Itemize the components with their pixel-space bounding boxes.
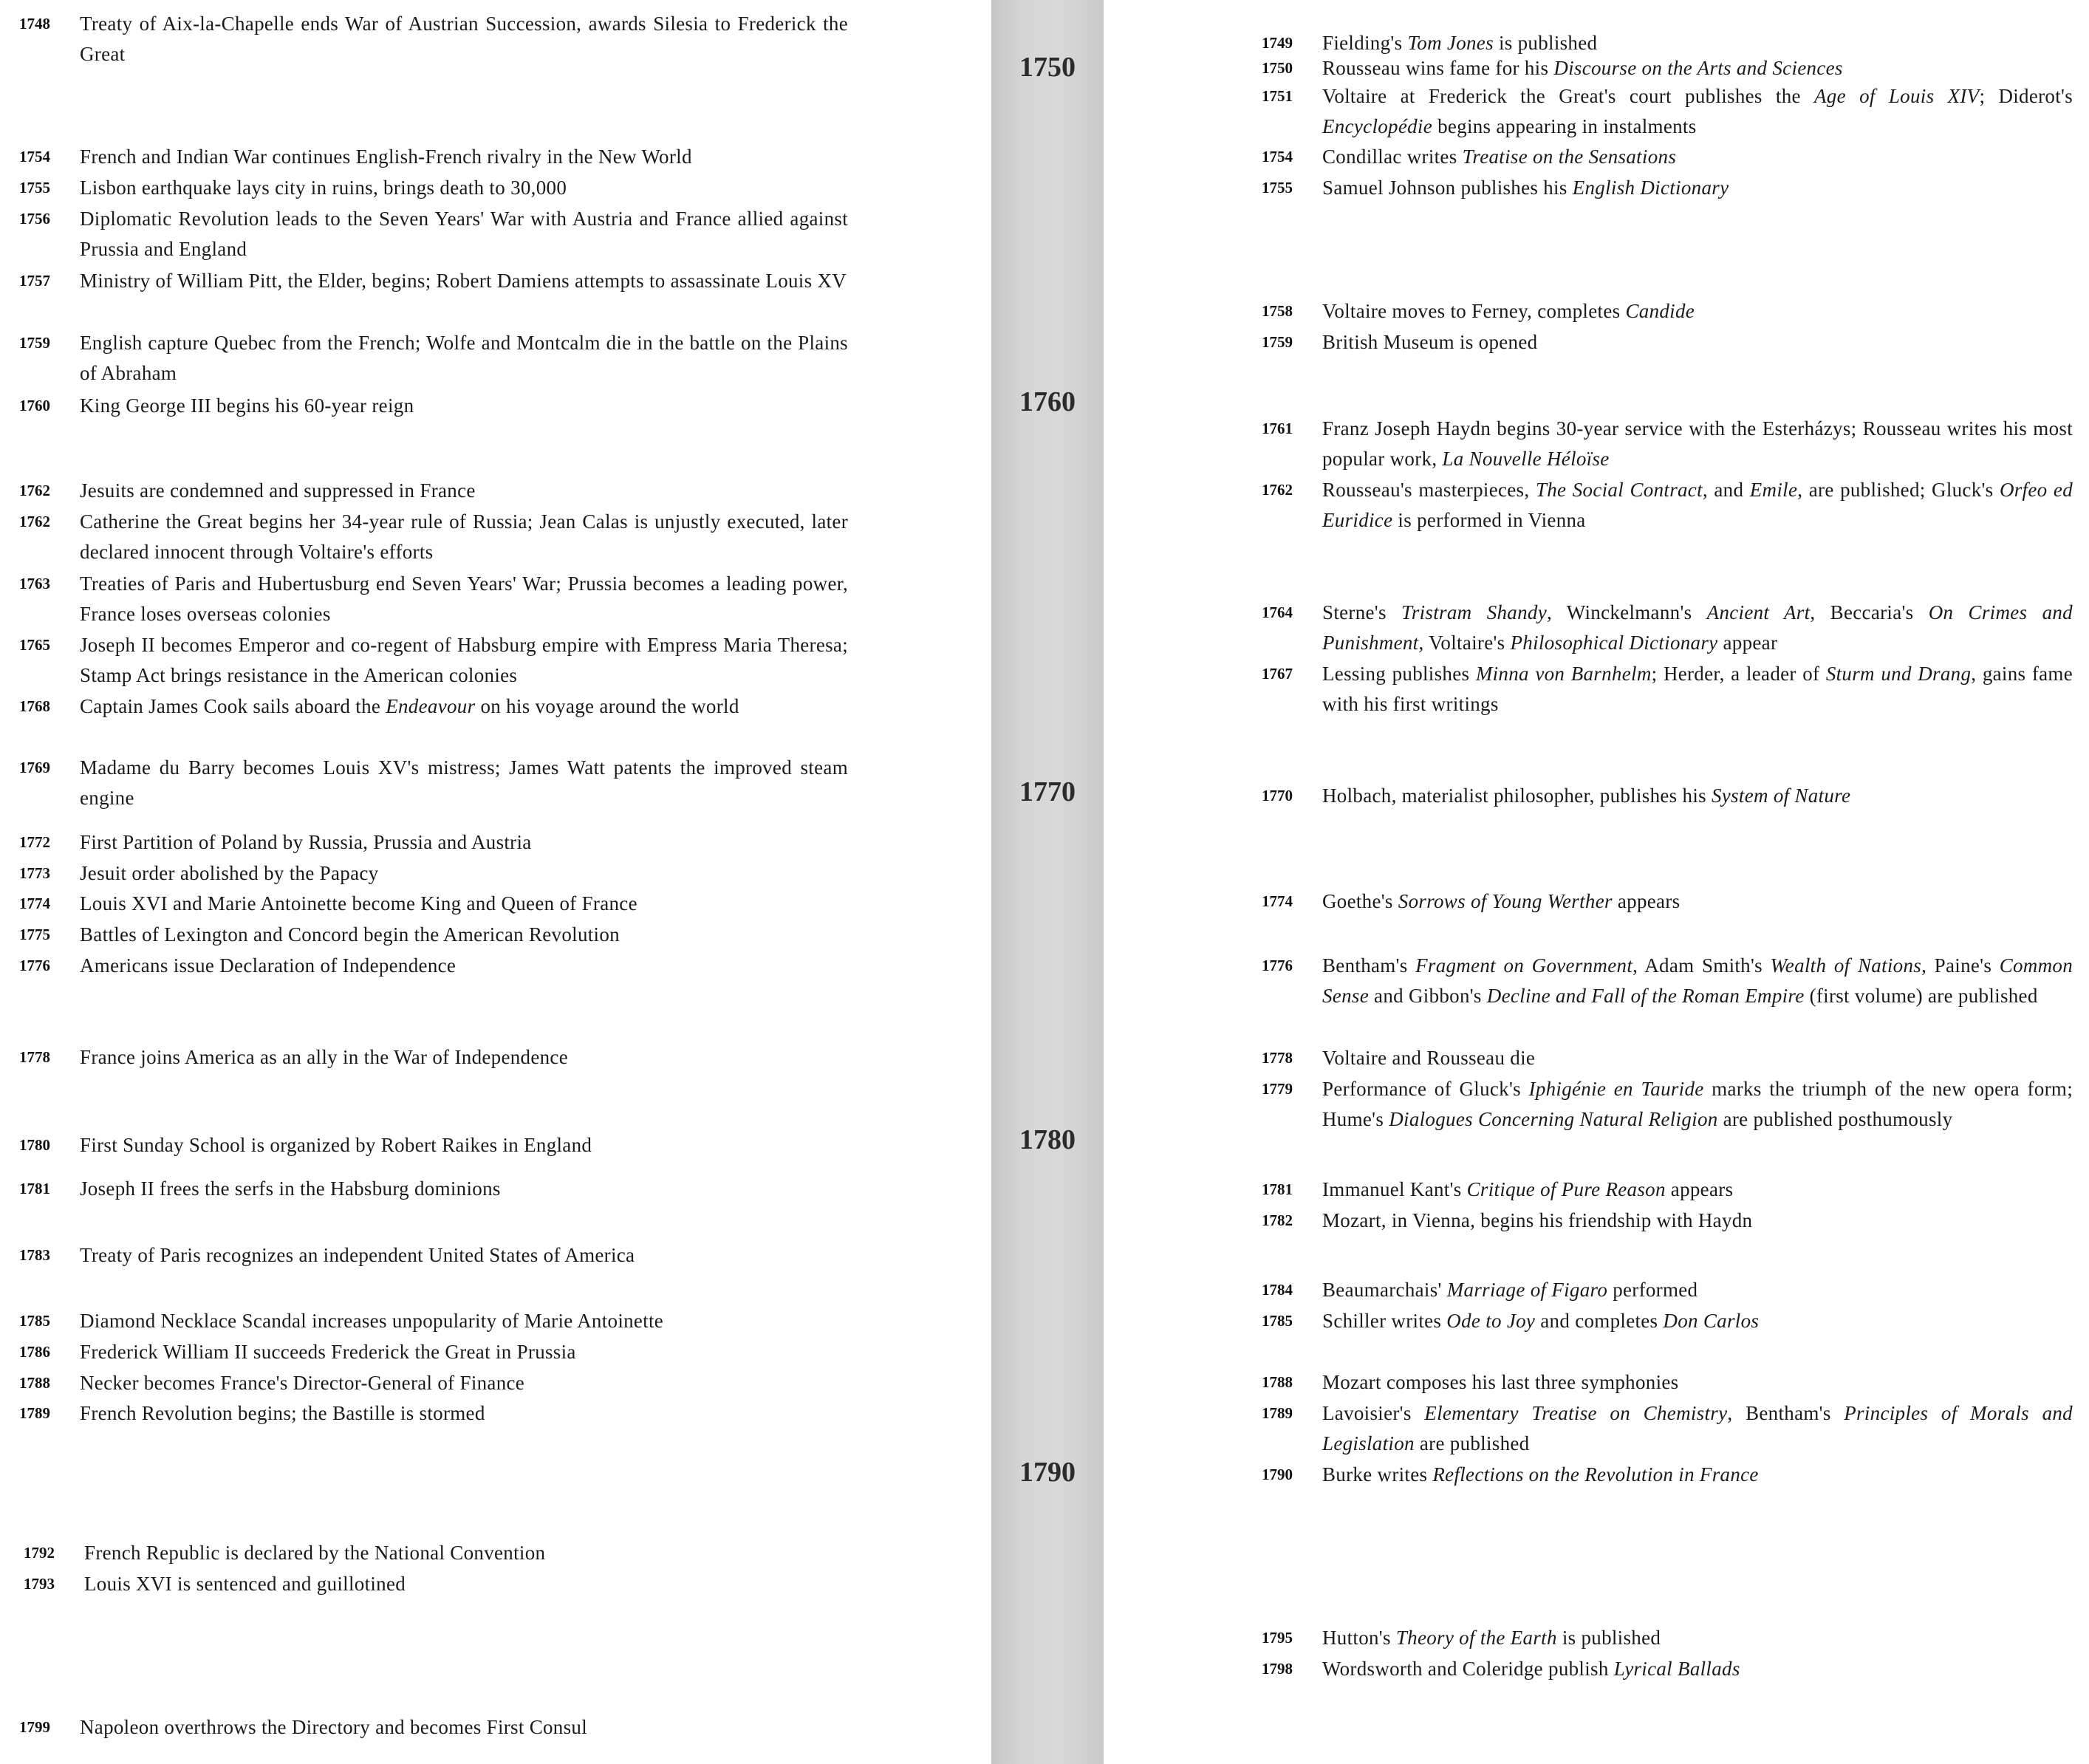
event-year: 1750 [1262,59,1293,77]
event-text: Jesuit order abolished by the Papacy [80,862,379,884]
event-text: Burke writes Reflections on the Revolution in France [1322,1463,1759,1486]
event-year: 1784 [1262,1281,1293,1299]
event-text: Louis XVI is sentenced and guillotined [84,1573,406,1595]
event-year: 1759 [19,334,50,352]
event-text: English capture Quebec from the French; Wolfe and Montcalm die in the battle on the Plains of Abraham [80,332,848,384]
event-year: 1788 [19,1374,50,1392]
event-text: Franz Joseph Haydn begins 30-year service with the Esterházys; Rousseau writes his most popular work, La Nouvelle Héloïse [1322,417,2073,470]
event-year: 1751 [1262,87,1293,105]
event-text: Battles of Lexington and Concord begin the American Revolution [80,923,620,946]
event-text: Condillac writes Treatise on the Sensations [1322,146,1677,168]
event-year: 1757 [19,272,50,290]
event-year: 1782 [1262,1211,1293,1229]
event-text: Performance of Gluck's Iphigénie en Tauride marks the triumph of the new opera form; Hume's Dialogues Concerning Natural Religion are published posthumously [1322,1078,2073,1130]
decade-label: 1780 [1019,1124,1076,1155]
event-year: 1755 [1262,179,1293,196]
event-year: 1790 [1262,1466,1293,1483]
event-year: 1770 [1262,787,1293,804]
event-text: Madame du Barry becomes Louis XV's mistress; James Watt patents the improved steam engine [80,756,848,809]
event-text: Samuel Johnson publishes his English Dictionary [1322,177,1729,199]
event-year: 1772 [19,833,50,851]
event-year: 1774 [1262,892,1293,910]
event-year: 1762 [19,513,50,530]
event-year: 1786 [19,1343,50,1361]
decade-label: 1770 [1019,776,1076,807]
event-year: 1779 [1262,1080,1293,1098]
event-text: Bentham's Fragment on Government, Adam Smith's Wealth of Nations, Paine's Common Sense and Gibbon's Decline and Fall of the Roman Empire (first volume) are published [1322,954,2073,1007]
event-year: 1778 [1262,1049,1293,1067]
event-text: Voltaire at Frederick the Great's court publishes the Age of Louis XIV; Diderot's Encyclopédie begins appearing in instalments [1322,85,2073,137]
event-text: Mozart, in Vienna, begins his friendship with Haydn [1322,1209,1753,1231]
decade-spine [991,0,1104,1764]
event-text: Joseph II becomes Emperor and co-regent of Habsburg empire with Empress Maria Theresa; Stamp Act brings resistance in the American colonies [80,634,848,686]
event-year: 1780 [19,1136,50,1154]
event-text: Holbach, materialist philosopher, publishes his System of Nature [1322,784,1851,807]
event-text: Hutton's Theory of the Earth is published [1322,1627,1661,1649]
event-text: Voltaire moves to Ferney, completes Candide [1322,300,1695,322]
event-year: 1762 [1262,481,1293,499]
event-year: 1774 [19,895,50,912]
event-text: Treaty of Aix-la-Chapelle ends War of Austrian Succession, awards Silesia to Frederick the Great [80,13,848,65]
event-year: 1765 [19,636,50,654]
event-year: 1785 [1262,1312,1293,1330]
event-text: Goethe's Sorrows of Young Werther appears [1322,890,1681,912]
event-year: 1767 [1262,665,1293,683]
event-text: Lessing publishes Minna von Barnhelm; Herder, a leader of Sturm und Drang, gains fame with his first writings [1322,663,2073,715]
event-text: First Sunday School is organized by Robert Raikes in England [80,1134,592,1156]
event-text: Captain James Cook sails aboard the Endeavour on his voyage around the world [80,695,739,717]
event-text: French and Indian War continues English-French rivalry in the New World [80,146,692,168]
event-text: Americans issue Declaration of Independence [80,954,457,977]
event-text: Louis XVI and Marie Antoinette become King and Queen of France [80,892,637,915]
event-text: Voltaire and Rousseau die [1322,1047,1536,1069]
event-year: 1761 [1262,420,1293,437]
event-year: 1755 [19,179,50,196]
event-text: Fielding's Tom Jones is published [1322,32,1598,54]
event-year: 1789 [1262,1404,1293,1422]
decade-label: 1750 [1019,52,1076,83]
event-text: Treaty of Paris recognizes an independent United States of America [80,1244,635,1266]
event-text: King George III begins his 60-year reign [80,394,414,417]
event-year: 1763 [19,575,50,592]
event-text: First Partition of Poland by Russia, Prussia and Austria [80,831,532,853]
event-text: Wordsworth and Coleridge publish Lyrical Ballads [1322,1658,1740,1680]
event-year: 1793 [24,1575,55,1593]
event-year: 1778 [19,1048,50,1066]
event-year: 1754 [1262,148,1293,165]
event-year: 1798 [1262,1660,1293,1678]
event-text: Sterne's Tristram Shandy, Winckelmann's Ancient Art, Beccaria's On Crimes and Punishment, Voltaire's Philosophical Dictionary appear [1322,601,2073,654]
event-text: French Revolution begins; the Bastille is stormed [80,1402,485,1424]
event-text: Jesuits are condemned and suppressed in France [80,479,476,502]
event-year: 1792 [24,1544,55,1562]
event-text: France joins America as an ally in the War of Independence [80,1046,568,1068]
event-text: Frederick William II succeeds Frederick the Great in Prussia [80,1341,576,1363]
event-year: 1799 [19,1718,50,1736]
event-year: 1769 [19,759,50,776]
event-year: 1783 [19,1246,50,1264]
event-year: 1748 [19,15,50,33]
event-text: Immanuel Kant's Critique of Pure Reason appears [1322,1178,1734,1200]
event-year: 1754 [19,148,50,165]
event-year: 1776 [19,957,50,974]
event-year: 1776 [1262,957,1293,974]
event-text: Diplomatic Revolution leads to the Seven Years' War with Austria and France allied against Prussia and England [80,208,848,260]
event-text: Treaties of Paris and Hubertusburg end Seven Years' War; Prussia becomes a leading power, France loses overseas colonies [80,572,848,625]
event-year: 1759 [1262,333,1293,351]
event-text: Lisbon earthquake lays city in ruins, brings death to 30,000 [80,177,567,199]
event-text: Catherine the Great begins her 34-year rule of Russia; Jean Calas is unjustly executed, later declared innocent through Voltaire's efforts [80,510,848,563]
event-text: French Republic is declared by the National Convention [84,1542,546,1564]
event-year: 1781 [19,1180,50,1197]
event-text: Rousseau wins fame for his Discourse on the Arts and Sciences [1322,57,1843,79]
event-year: 1788 [1262,1373,1293,1391]
event-year: 1795 [1262,1629,1293,1647]
event-text: Joseph II frees the serfs in the Habsburg dominions [80,1177,501,1200]
event-year: 1758 [1262,302,1293,320]
event-year: 1749 [1262,34,1293,52]
event-text: Necker becomes France's Director-General of Finance [80,1372,525,1394]
event-text: British Museum is opened [1322,331,1538,353]
event-text: Mozart composes his last three symphonies [1322,1371,1679,1393]
event-year: 1760 [19,397,50,414]
event-text: Diamond Necklace Scandal increases unpopularity of Marie Antoinette [80,1310,664,1332]
event-year: 1762 [19,482,50,499]
event-year: 1785 [19,1312,50,1330]
event-year: 1789 [19,1404,50,1422]
event-text: Ministry of William Pitt, the Elder, begins; Robert Damiens attempts to assassinate Louis XV [80,270,847,292]
event-year: 1768 [19,697,50,715]
event-text: Rousseau's masterpieces, The Social Contract, and Emile, are published; Gluck's Orfeo ed Euridice is performed in Vienna [1322,479,2073,531]
event-year: 1775 [19,926,50,943]
event-text: Schiller writes Ode to Joy and completes Don Carlos [1322,1310,1760,1332]
event-text: Lavoisier's Elementary Treatise on Chemistry, Bentham's Principles of Morals and Legislation are published [1322,1402,2073,1454]
event-text: Napoleon overthrows the Directory and becomes First Consul [80,1716,588,1738]
decade-label: 1790 [1019,1457,1076,1488]
decade-label: 1760 [1019,386,1076,417]
event-text: Beaumarchais' Marriage of Figaro performed [1322,1279,1698,1301]
event-year: 1764 [1262,604,1293,621]
event-year: 1781 [1262,1180,1293,1198]
event-year: 1756 [19,210,50,228]
event-year: 1773 [19,864,50,882]
